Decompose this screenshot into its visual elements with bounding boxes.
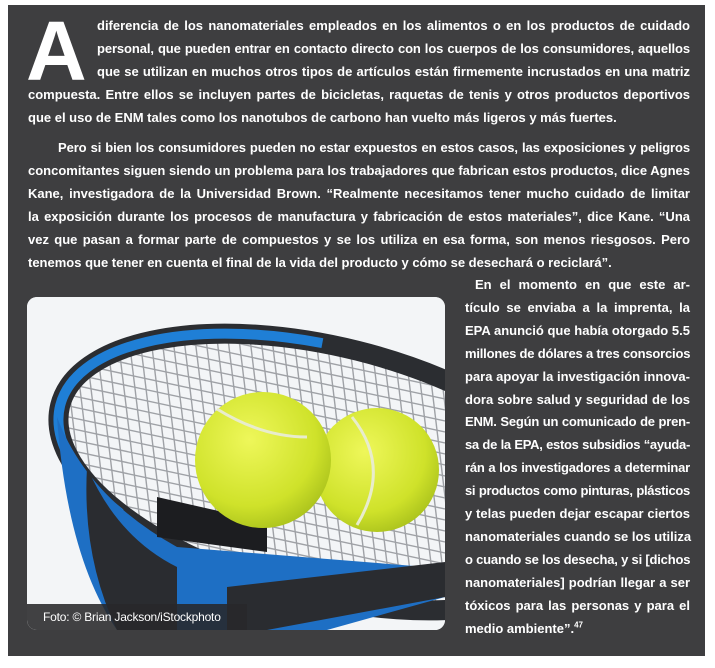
text-line: rán a los investigadores a determinar <box>465 460 690 476</box>
text-line: nanomateriales] podrían llegar a ser <box>465 574 690 590</box>
text-line: que se utilizan en muchos otros tipos de artículos están firmemente incrustados en una matriz <box>97 63 690 79</box>
tennis-ball <box>195 392 331 528</box>
text-line: millones de dólares a tres consorcios <box>465 345 691 361</box>
text-line: tenemos que tener en cuenta el final de la vida del producto y cómo se desechará o reciclará”. <box>28 254 612 270</box>
text-line: dora sobre salud y seguridad de los <box>465 391 690 407</box>
text-line: personal, que pueden entrar en contacto directo con los cuerpos de los consumidores, aquellos <box>97 40 690 56</box>
text-line: o cuando se los desecha, y si [dichos <box>465 551 691 567</box>
tennis-racket-image <box>27 297 445 630</box>
text-line: vez que pasan a formar parte de compuestos y se los utiliza en esa forma, son menos riesgosos. Pero <box>28 231 690 247</box>
tennis-ball <box>315 408 439 532</box>
photo <box>27 297 445 630</box>
text-line: diferencia de los nanomateriales empleados en los alimentos o en los productos de cuidado <box>97 18 690 33</box>
text-line: EPA anunció que había otorgado 5.5 <box>465 322 690 338</box>
text-line: si productos como pinturas, plásticos <box>465 483 690 499</box>
text-line: sa de la EPA, estos subsidios “ayuda- <box>465 437 690 453</box>
text-line: medio ambiente”.$^{47}$ <box>465 620 583 636</box>
text-line: compuesta. Entre ellos se incluyen partes de bicicletas, raquetas de tenis y otros productos deportivos <box>28 86 690 102</box>
drop-cap: A <box>26 4 85 98</box>
text-line: tículo se enviaba a la imprenta, la <box>465 299 690 315</box>
text-line: Pero si bien los consumidores pueden no estar expuestos en estos casos, las exposiciones y peligros <box>58 140 690 155</box>
text-line: concomitantes siguen siendo un problema para los trabajadores que fabrican estos productos, dice Agnes <box>28 162 690 178</box>
text-line: tóxicos para las personas y para el <box>465 597 690 613</box>
text-line: para apoyar la investigación innova- <box>465 368 690 384</box>
text-line: que el uso de ENM tales como los nanotubos de carbono han vuelto más ligeros y más fuertes. <box>28 109 617 125</box>
photo-caption: Foto: © Brian Jackson/iStockphoto <box>27 604 247 630</box>
text-line: la exposición durante los procesos de manufactura y fabricación de estos materiales”, dice Kane. “Una <box>28 208 690 224</box>
text-line: Kane, investigadora de la Universidad Brown. “Realmente necesitamos tener mucho cuidado de limitar <box>28 185 690 201</box>
footnote-reference: 47 <box>574 620 583 630</box>
text-line: nanomateriales cuando se los utiliza <box>465 528 692 544</box>
text-line: En el momento en que este ar- <box>475 277 690 292</box>
text-line: ENM. Según un comunicado de pren- <box>465 414 690 430</box>
text-line: y telas pueden dejar escapar ciertos <box>465 506 690 521</box>
